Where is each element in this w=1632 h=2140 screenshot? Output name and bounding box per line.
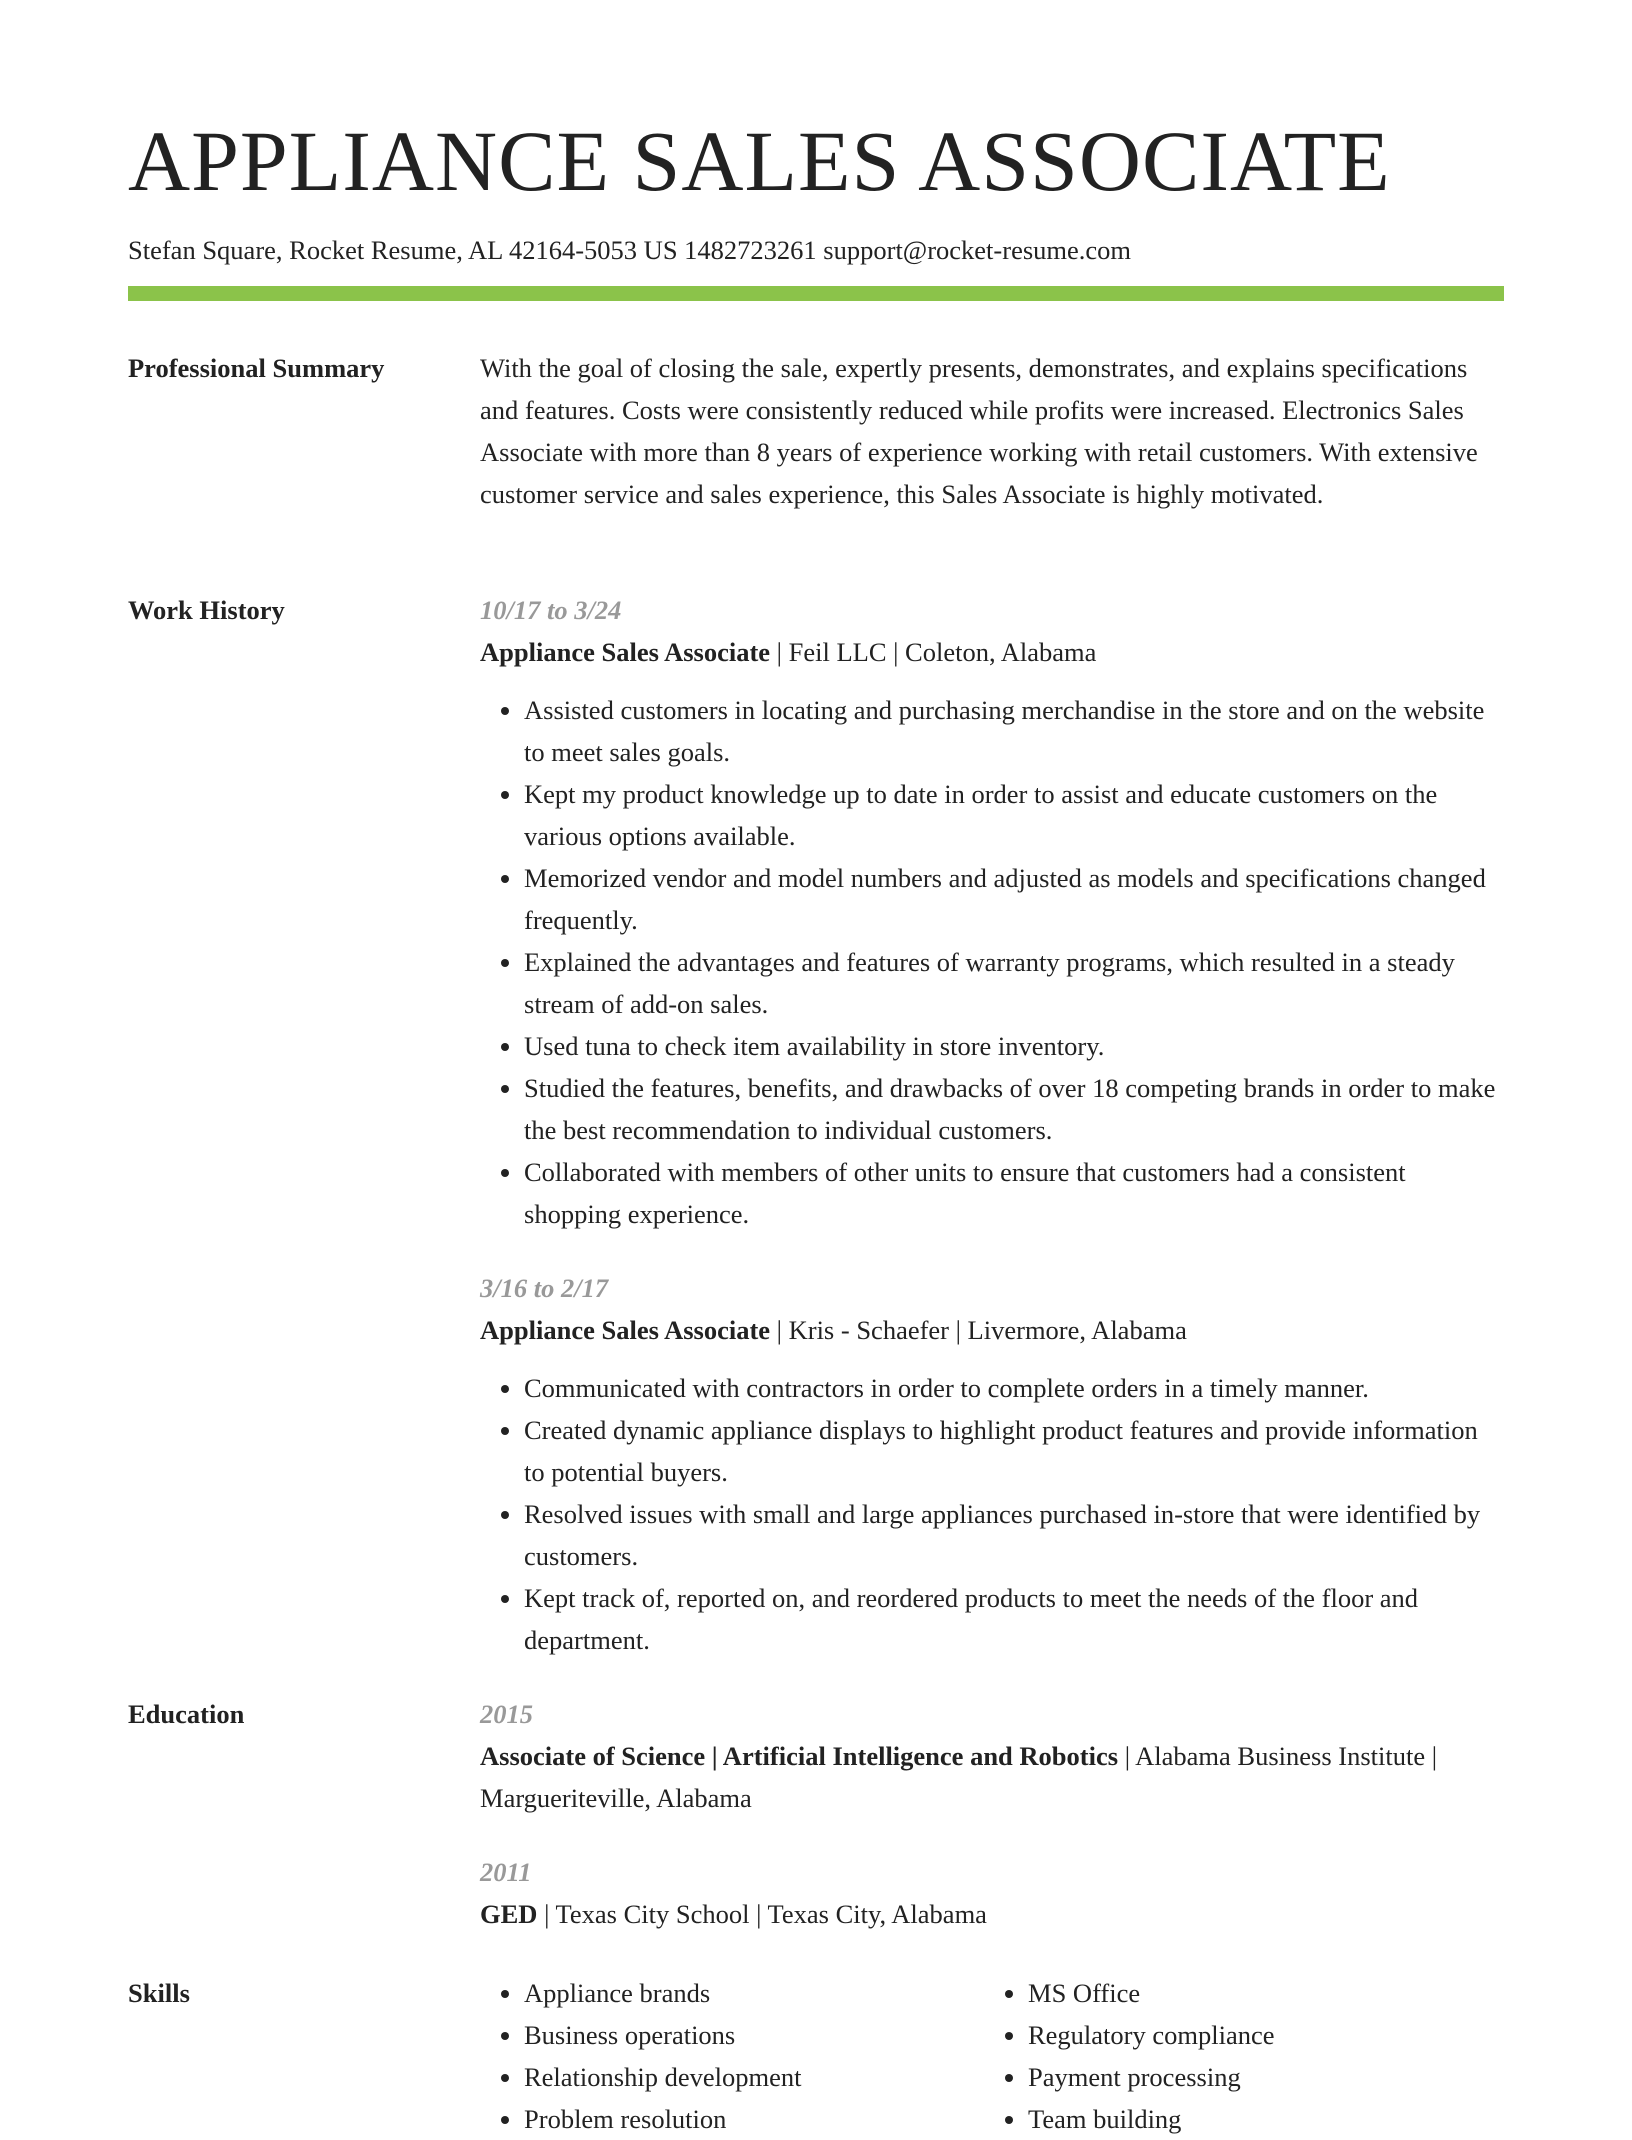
job-title: Appliance Sales Associate (480, 637, 771, 667)
job-dates: 3/16 to 2/17 (480, 1273, 609, 1303)
list-item: • Studied the features, benefits, and drawbacks of over 18 competing brands in order to make the best recommendation to individual customers. (524, 1067, 1504, 1151)
work-history-body (480, 589, 1504, 1693)
resume-title: APPLIANCE SALES ASSOCIATE (128, 113, 1391, 209)
list-item: • Communicated with contractors in order to complete orders in a timely manner. (524, 1367, 1504, 1409)
list-item: • Relationship development (524, 2056, 984, 2098)
summary-text: With the goal of closing the sale, expertly presents, demonstrates, and explains specifications and features. Costs were consistently reduced while profits were increased. Electronics Sales Associate with more than 8 years of experience working with retail customers. With extensive customer service and sales experience, this Sales Associate is highly motivated. (480, 353, 1478, 509)
list-item: • Regulatory compliance (1028, 2014, 1488, 2056)
list-item: • Used tuna to check item availability in store inventory. (524, 1025, 1504, 1067)
education-entry (480, 1851, 1504, 1935)
list-item: • MS Office (1028, 1972, 1488, 2014)
list-item: • Problem resolution (524, 2098, 984, 2140)
skills-list-left (480, 1972, 984, 2140)
summary-label: Professional Summary (128, 353, 385, 383)
list-item: • Kept my product knowledge up to date in order to assist and educate customers on the various options available. (524, 773, 1504, 857)
header-divider (128, 286, 1504, 301)
job-entry (480, 1267, 1504, 1661)
job-dates: 10/17 to 3/24 (480, 595, 622, 625)
skills-list-right (984, 1972, 1488, 2140)
list-item: • Memorized vendor and model numbers and adjusted as models and specifications changed frequently. (524, 857, 1504, 941)
skills-body (480, 1972, 1504, 2140)
education-label: Education (128, 1699, 245, 1729)
list-item: • Team building (1028, 2098, 1488, 2140)
job-heading (480, 631, 1504, 673)
list-item: • Assisted customers in locating and purchasing merchandise in the store and on the website to meet sales goals. (524, 689, 1504, 773)
list-item: • Kept track of, reported on, and reordered products to meet the needs of the floor and department. (524, 1577, 1504, 1661)
education-year: 2015 (480, 1699, 533, 1729)
job-details: | Feil LLC | Coleton, Alabama (770, 637, 1097, 667)
list-item: • Payment processing (1028, 2056, 1488, 2098)
list-item: • Collaborated with members of other units to ensure that customers had a consistent shopping experience. (524, 1151, 1504, 1235)
job-details: | Kris - Schaefer | Livermore, Alabama (770, 1315, 1187, 1345)
education-details: | Texas City School | Texas City, Alabama (537, 1899, 987, 1929)
job-bullets (480, 689, 1504, 1235)
skills-columns (480, 1972, 1504, 2140)
skills-label: Skills (128, 1978, 190, 2008)
education-entry (480, 1693, 1504, 1819)
list-item: • Resolved issues with small and large appliances purchased in-store that were identified by customers. (524, 1493, 1504, 1577)
list-item: • Appliance brands (524, 1972, 984, 2014)
education-heading (480, 1893, 1504, 1935)
job-entry (480, 589, 1504, 1235)
list-item: • Created dynamic appliance displays to highlight product features and provide information to potential buyers. (524, 1409, 1504, 1493)
job-title: Appliance Sales Associate (480, 1315, 771, 1345)
education-heading (480, 1735, 1504, 1819)
job-heading (480, 1309, 1504, 1351)
summary-body (480, 347, 1504, 515)
list-item: • Explained the advantages and features of warranty programs, which resulted in a steady stream of add-on sales. (524, 941, 1504, 1025)
contact-line: Stefan Square, Rocket Resume, AL 42164-5053 US 1482723261 support@rocket-resume.com (128, 235, 1132, 265)
education-body (480, 1693, 1504, 1967)
education-year: 2011 (480, 1857, 532, 1887)
work-history-label: Work History (128, 595, 285, 625)
list-item: • Business operations (524, 2014, 984, 2056)
education-degree: GED (480, 1899, 538, 1929)
education-details: | Alabama Business Institute | Margueriteville, Alabama (480, 1741, 1438, 1813)
job-bullets (480, 1367, 1504, 1661)
education-degree: Associate of Science | Artificial Intelligence and Robotics (480, 1741, 1119, 1771)
